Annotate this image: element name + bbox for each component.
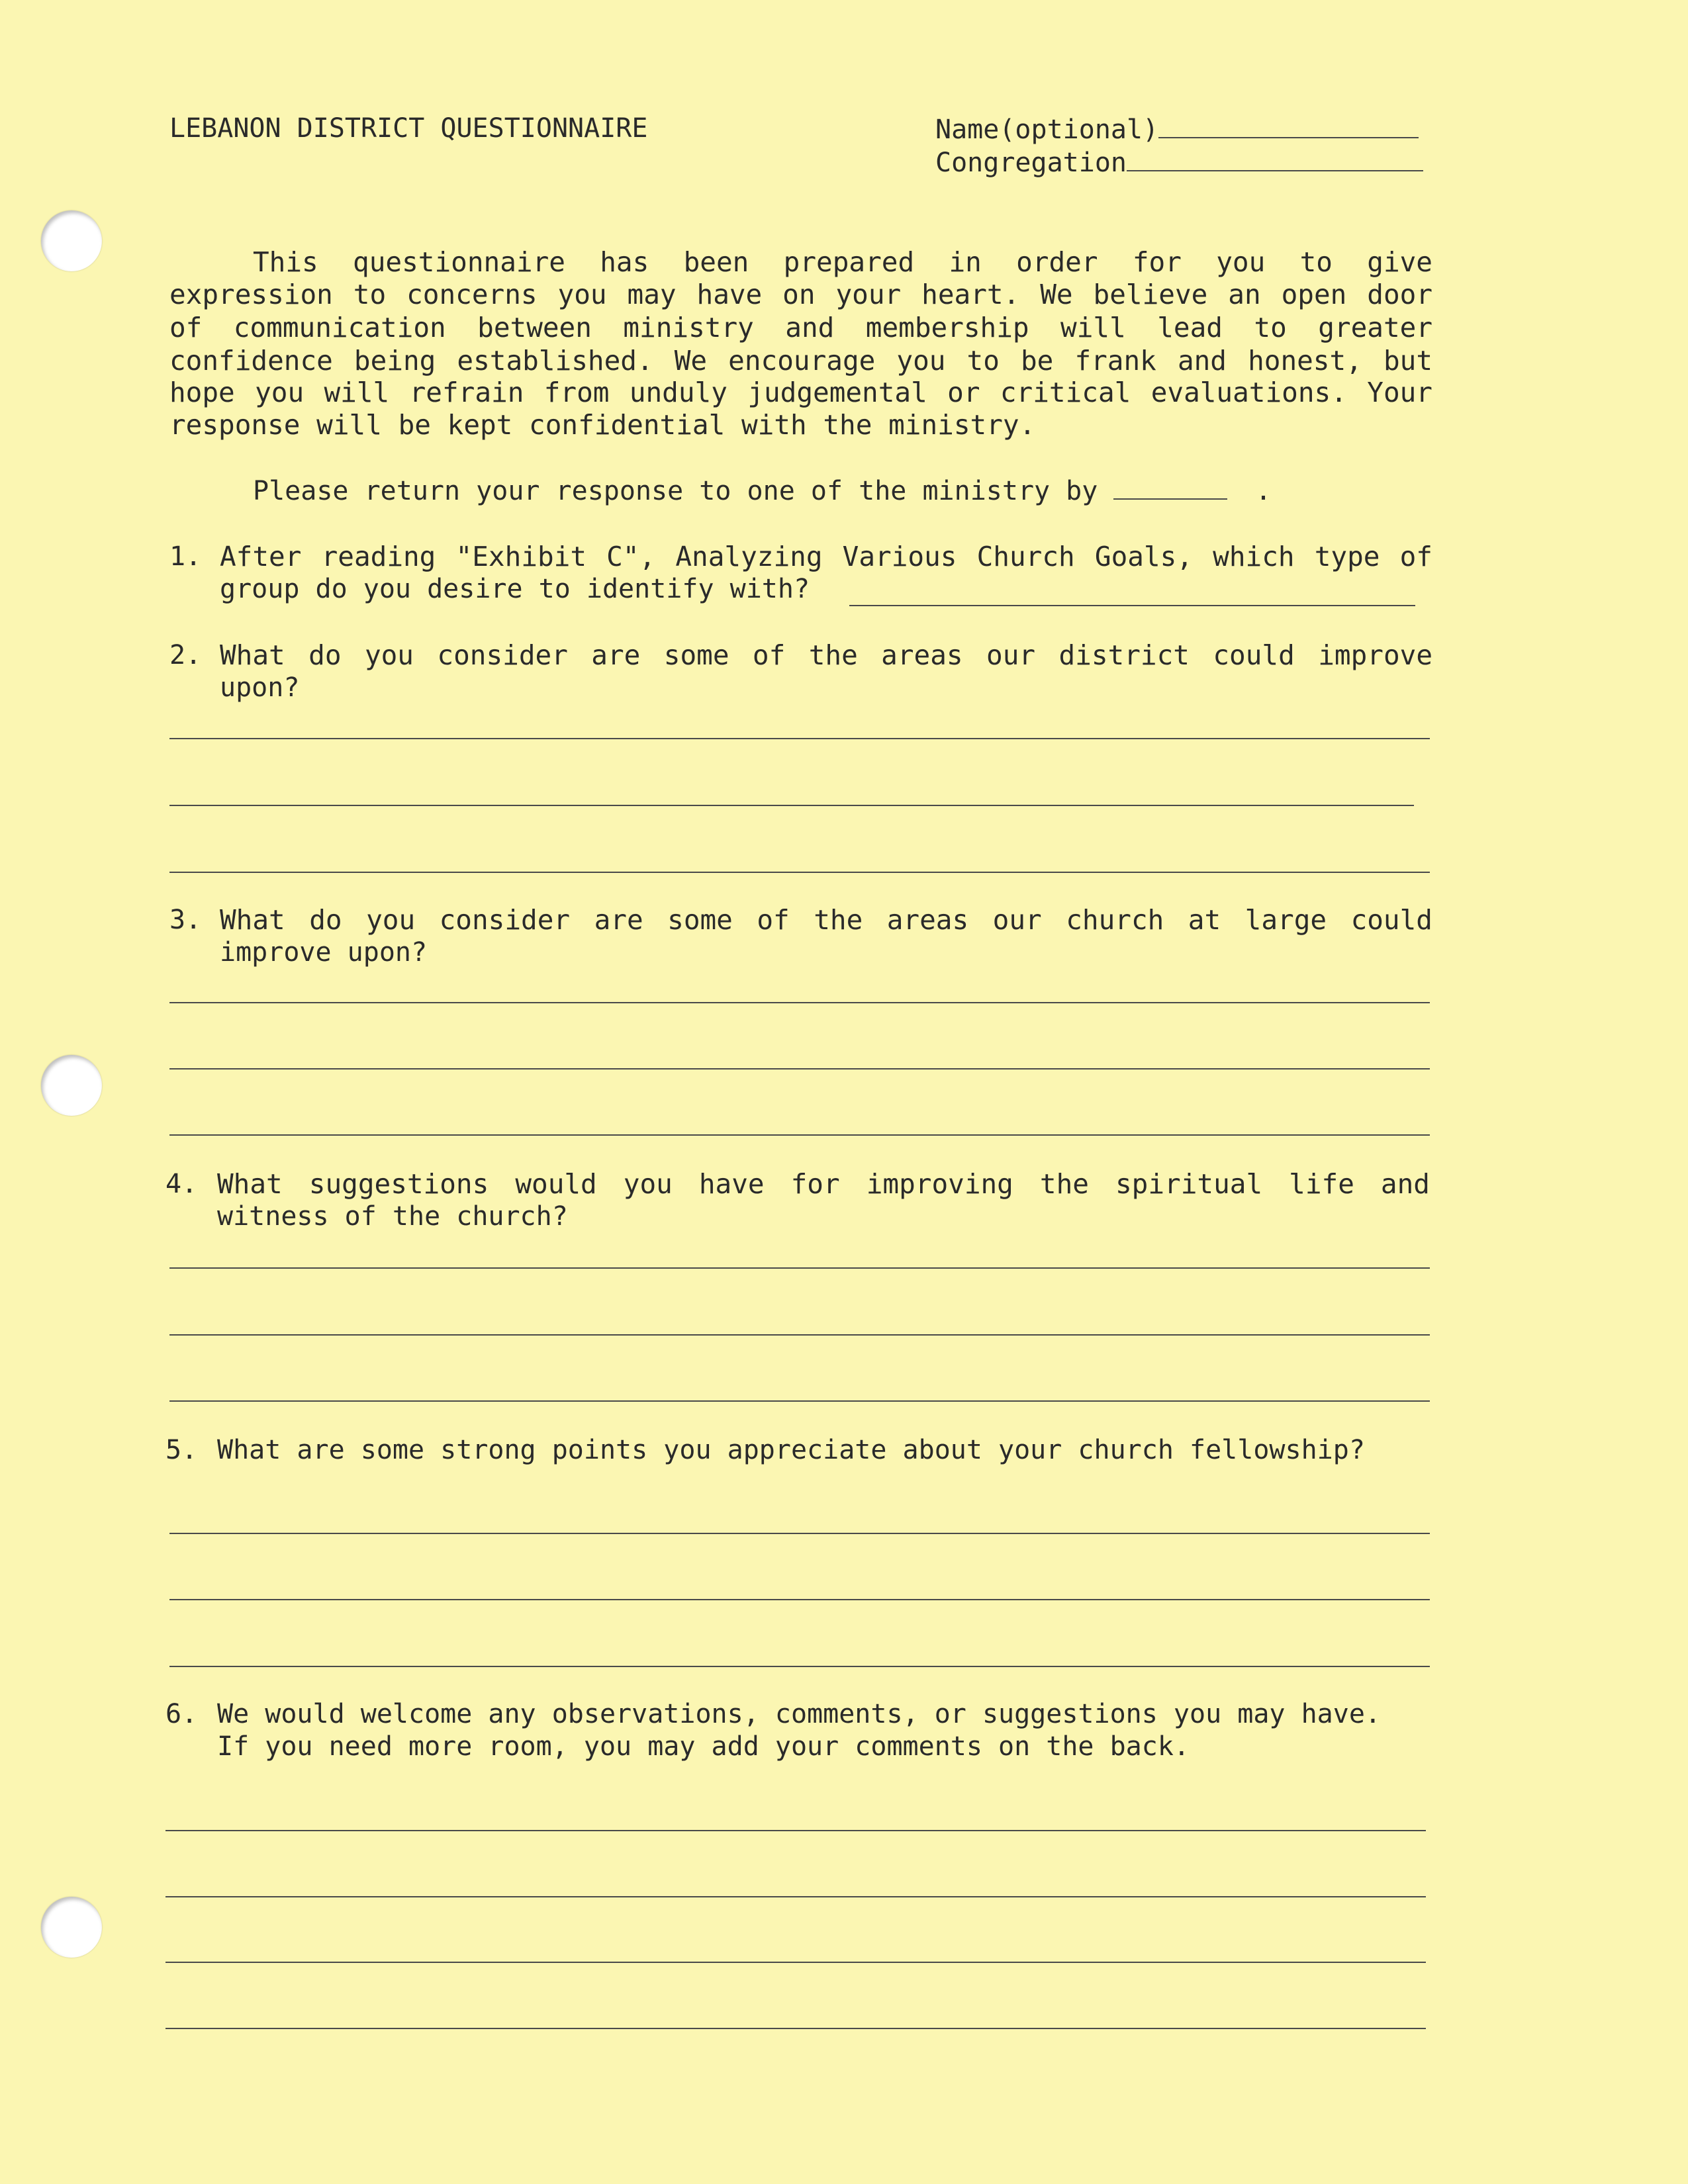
document-title: LEBANON DISTRICT QUESTIONNAIRE bbox=[169, 113, 648, 144]
q2-answer-line-1[interactable] bbox=[169, 738, 1430, 739]
q2-number: 2. bbox=[169, 640, 202, 670]
q1-text-line-1: After reading "Exhibit C", Analyzing Various Church Goals, which type of bbox=[220, 541, 1432, 572]
intro-line-6: response will be kept confidential with the ministry. bbox=[169, 409, 1036, 441]
q6-answer-line-3[interactable] bbox=[165, 1962, 1426, 1963]
q2-text-line-2: upon? bbox=[220, 672, 300, 703]
punch-hole-bottom bbox=[41, 1897, 102, 1958]
q6-text-line-2: If you need more room, you may add your comments on the back. bbox=[217, 1731, 1190, 1762]
return-note bbox=[253, 475, 1272, 508]
q1-answer-line[interactable] bbox=[849, 605, 1415, 606]
q3-text-line-1: What do you consider are some of the areas our church at large could bbox=[220, 904, 1432, 936]
q1-text-line-2: group do you desire to identify with? bbox=[220, 574, 810, 604]
q6-answer-line-1[interactable] bbox=[165, 1830, 1426, 1831]
q3-number: 3. bbox=[169, 905, 202, 935]
congregation-label: Congregation bbox=[935, 148, 1127, 178]
intro-line-3: of communication between ministry and membership will lead to greater bbox=[169, 312, 1432, 343]
q4-answer-line-2[interactable] bbox=[169, 1334, 1430, 1336]
intro-line-2: expression to concerns you may have on your heart. We believe an open door bbox=[169, 279, 1432, 310]
q2-text-line-1: What do you consider are some of the areas our district could improve bbox=[220, 639, 1432, 671]
q5-answer-line-1[interactable] bbox=[169, 1533, 1430, 1534]
q4-number: 4. bbox=[165, 1169, 198, 1199]
return-note-end: . bbox=[1255, 476, 1272, 506]
q4-text-line-1: What suggestions would you have for improving the spiritual life and bbox=[217, 1168, 1430, 1200]
intro-line-1: This questionnaire has been prepared in order for you to give bbox=[253, 246, 1432, 278]
q4-text-line-2: witness of the church? bbox=[217, 1201, 568, 1232]
q4-answer-line-3[interactable] bbox=[169, 1400, 1430, 1402]
intro-line-5: hope you will refrain from unduly judgemental or critical evaluations. Your bbox=[169, 377, 1432, 408]
q1-number: 1. bbox=[169, 541, 202, 572]
punch-hole-middle bbox=[41, 1055, 102, 1116]
q5-answer-line-2[interactable] bbox=[169, 1599, 1430, 1600]
name-blank[interactable] bbox=[1158, 137, 1419, 138]
q5-answer-line-3[interactable] bbox=[169, 1666, 1430, 1667]
q5-number: 5. bbox=[165, 1435, 198, 1465]
congregation-field bbox=[935, 147, 1423, 179]
q2-answer-line-2[interactable] bbox=[169, 805, 1414, 806]
q4-answer-line-1[interactable] bbox=[169, 1267, 1430, 1269]
name-label: Name(optional) bbox=[935, 114, 1159, 145]
q6-number: 6. bbox=[165, 1699, 198, 1729]
q2-answer-line-3[interactable] bbox=[169, 872, 1430, 873]
congregation-blank[interactable] bbox=[1127, 170, 1423, 171]
name-field bbox=[935, 114, 1419, 146]
q6-answer-line-2[interactable] bbox=[165, 1896, 1426, 1897]
q3-answer-line-2[interactable] bbox=[169, 1068, 1430, 1069]
return-note-text: Please return your response to one of the ministry by bbox=[253, 476, 1098, 506]
q6-text-line-1: We would welcome any observations, comments, or suggestions you may have. bbox=[217, 1699, 1381, 1729]
q6-answer-line-4[interactable] bbox=[165, 2028, 1426, 2029]
q5-text-line-1: What are some strong points you appreciate about your church fellowship? bbox=[217, 1435, 1365, 1465]
return-date-blank[interactable] bbox=[1113, 498, 1227, 500]
intro-line-4: confidence being established. We encourage you to be frank and honest, but bbox=[169, 345, 1432, 377]
q3-answer-line-1[interactable] bbox=[169, 1002, 1430, 1003]
punch-hole-top bbox=[41, 210, 102, 271]
q3-answer-line-3[interactable] bbox=[169, 1134, 1430, 1136]
q3-text-line-2: improve upon? bbox=[220, 937, 428, 968]
